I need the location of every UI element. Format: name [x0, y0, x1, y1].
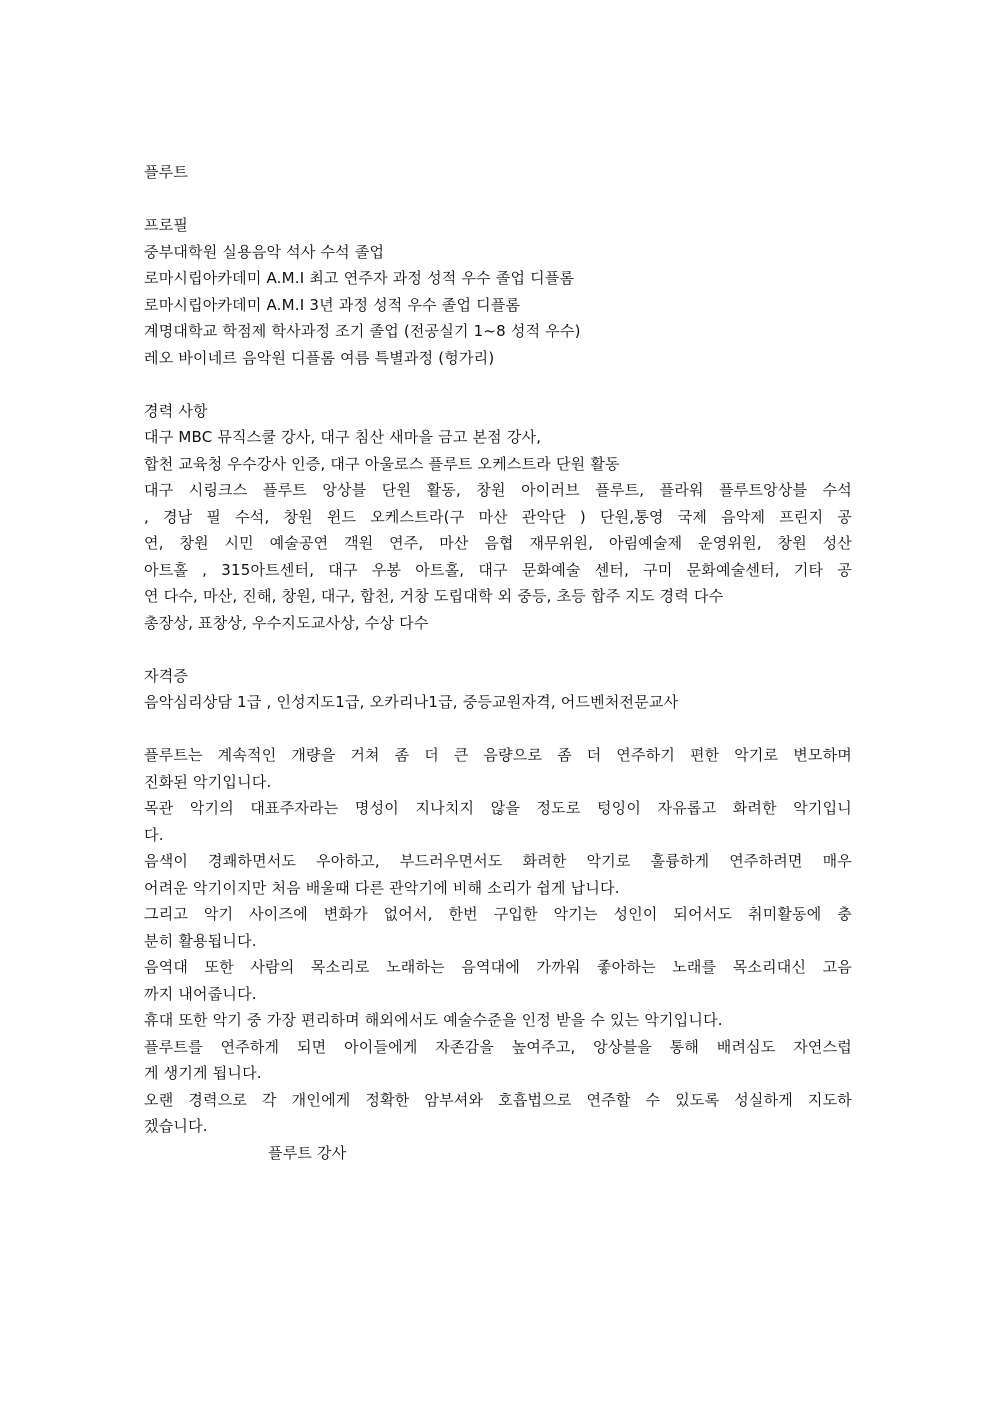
intro-line: 진화된 악기입니다.: [144, 772, 272, 791]
intro-line: 다.: [144, 825, 164, 844]
spacer: [144, 186, 852, 213]
career-line: 총장상, 표창상, 우수지도교사상, 수상 다수: [144, 613, 429, 632]
document-title: 플루트: [144, 163, 189, 181]
intro-line: 음색이 경쾌하면서도 우아하고, 부드러우면서도 화려한 악기로 훌륭하게 연주하려면 매우: [144, 852, 852, 870]
intro-line: 게 생기게 됩니다.: [144, 1064, 262, 1082]
profile-item: 중부대학원 실용음악 석사 수석 졸업: [144, 242, 385, 261]
career-line: 대구 시링크스 플루트 앙상블 단원 활동, 창원 아이러브 플루트, 플라워 플루트앙상블 수석: [144, 481, 852, 499]
intro-line: 음역대 또한 사람의 목소리로 노래하는 음역대에 가까워 좋아하는 노래를 목소리대신 고음: [144, 958, 852, 976]
signature: 플루트 강사: [268, 1143, 347, 1162]
intro-line: 오랜 경력으로 각 개인에게 정확한 암부셔와 호흡법으로 연주할 수 있도록 성실하게 지도하: [144, 1090, 852, 1109]
spacer: [144, 636, 852, 663]
intro-line: 플루트를 연주하게 되면 아이들에게 자존감을 높여주고, 앙상블을 통해 배려심도 자연스럽: [144, 1037, 852, 1056]
profile-item: 계명대학교 학점제 학사과정 조기 졸업 (전공실기 1~8 성적 우수): [144, 322, 581, 340]
certificates-text: 음악심리상담 1급 , 인성지도1급, 오카리나1급, 중등교원자격, 어드벤처전문교사: [144, 693, 679, 711]
career-line: 연 다수, 마산, 진해, 창원, 대구, 합천, 거창 도립대학 외 중등, 초등 합주 지도 경력 다수: [144, 587, 724, 605]
spacer: [144, 371, 852, 398]
document-page: [144, 159, 852, 1166]
career-heading: 경력 사항: [144, 401, 208, 420]
intro-line: 어려운 악기이지만 처음 배울때 다른 관악기에 비해 소리가 쉽게 납니다.: [144, 878, 620, 897]
career-line: 합천 교육청 우수강사 인증, 대구 아울로스 플루트 오케스트라 단원 활동: [144, 454, 620, 473]
certificates-heading: 자격증: [144, 666, 189, 685]
intro-line: 까지 내어줍니다.: [144, 984, 257, 1003]
intro-line: 그리고 악기 사이즈에 변화가 없어서, 한번 구입한 악기는 성인이 되어서도 취미활동에 충: [144, 905, 852, 923]
intro-line: 겠습니다.: [144, 1117, 208, 1135]
intro-line: 플루트는 계속적인 개량을 거쳐 좀 더 큰 음량으로 좀 더 연주하기 편한 악기로 변모하며: [144, 746, 852, 764]
profile-item: 레오 바이네르 음악원 디플롬 여름 특별과정 (헝가리): [144, 348, 495, 367]
profile-item: 로마시립아카데미 A.M.I 최고 연주자 과정 성적 우수 졸업 디플롬: [144, 269, 575, 287]
profile-item: 로마시립아카데미 A.M.I 3년 과정 성적 우수 졸업 디플롬: [144, 295, 521, 314]
intro-line: 휴대 또한 악기 중 가장 편리하며 해외에서도 예술수준을 인정 받을 수 있는 악기입니다.: [144, 1011, 723, 1029]
career-line: 연, 창원 시민 예술공연 객원 연주, 마산 음협 재무위원, 아림예술제 운영위원, 창원 성산: [144, 534, 852, 552]
career-line: , 경남 필 수석, 창원 윈드 오케스트라(구 마산 관악단 ) 단원,통영 국제 음악제 프린지 공: [144, 507, 852, 526]
spacer: [144, 716, 852, 743]
intro-line: 분히 활용됩니다.: [144, 931, 257, 950]
intro-line: 목관 악기의 대표주자라는 명성이 지나치지 않을 정도로 텅잉이 자유롭고 화려한 악기입니: [144, 799, 852, 817]
profile-heading: 프로필: [144, 216, 189, 234]
career-line: 아트홀 , 315아트센터, 대구 우봉 아트홀, 대구 문화예술 센터, 구미 문화예술센터, 기타 공: [144, 560, 852, 579]
career-line: 대구 MBC 뮤직스쿨 강사, 대구 침산 새마을 금고 본점 강사,: [144, 428, 542, 446]
